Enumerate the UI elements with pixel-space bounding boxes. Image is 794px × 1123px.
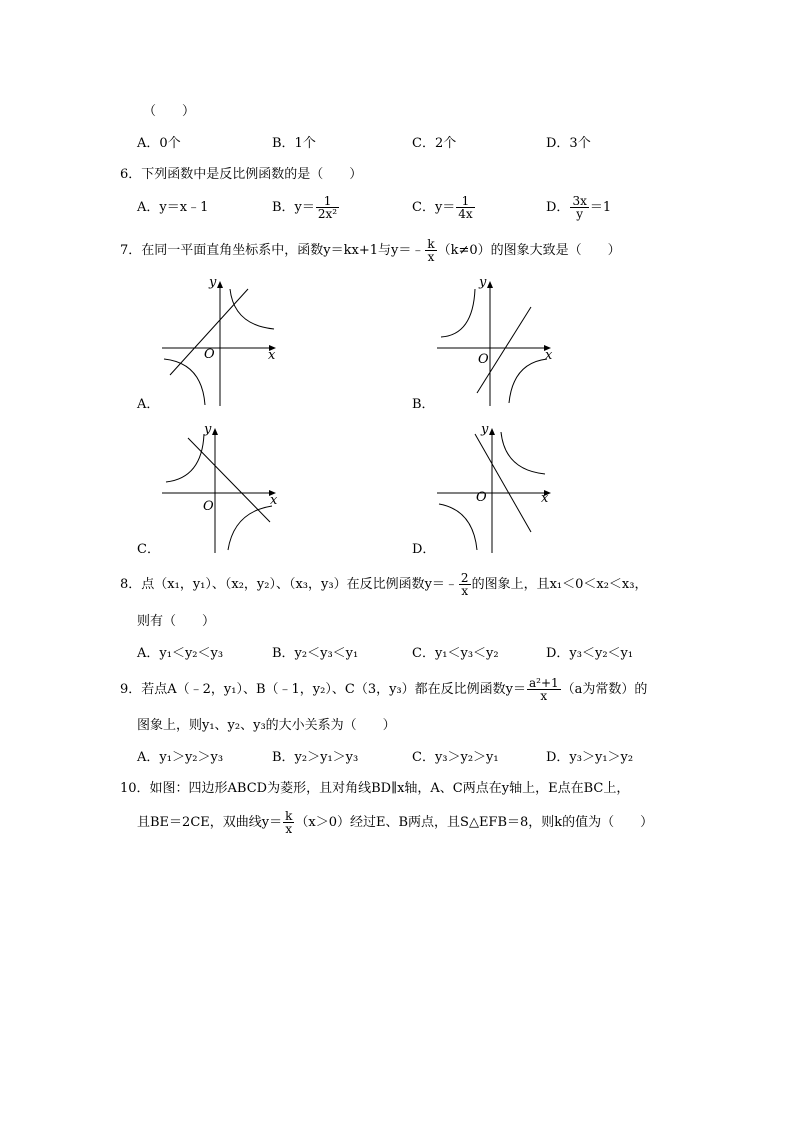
q10-stem: 10．如图：四边形ABCD为菱形，且对角线BD∥x轴，A、C两点在y轴上，E点在BC上， xyxy=(120,781,630,796)
q9-stem-cont: 图象上，则y₁、y₂、y₃的大小关系为（ ） xyxy=(137,718,396,733)
q9-stem: 9．若点A（﹣2，y₁）、B（﹣1，y₂）、C（3，y₃）都在反比例函数y＝ $\frac{\text{a²+1}}{x}$ （a为常数）的 xyxy=(120,676,648,703)
q5-paren: （ ） xyxy=(143,104,196,119)
axis-x-label: x xyxy=(268,348,276,363)
q9-option-c: C．y₃＞y₂＞y₁ xyxy=(412,750,499,765)
q8-stem: 8．点（x₁，y₁）、（x₂，y₂）、（x₃，y₃）在反比例函数y＝﹣ $\frac{2}{x}$ 的图象上，且x₁＜0＜x₂＜x₃， xyxy=(120,571,648,598)
q9-option-d: D．y₃＞y₁＞y₂ xyxy=(546,750,634,765)
q6-option-a: A．y＝x﹣1 xyxy=(137,200,209,215)
q7-stem: 7．在同一平面直角坐标系中，函数y＝kx+1与y＝﹣ $\frac{k}{x}$ （k≠0）的图象大致是（ ） xyxy=(120,237,621,264)
q10-stem-cont: 且BE＝2CE，双曲线y＝ $\frac{k}{x}$ （x＞0）经过E、B两点，且S△EFB＝8，则k的值为（ ） xyxy=(137,809,654,836)
graph-a-label: A． xyxy=(137,397,160,412)
q8-option-a: A．y₁＜y₂＜y₃ xyxy=(137,646,224,661)
q6-option-d: D． $\frac{3x}{y}$ ＝1 xyxy=(546,194,612,221)
origin-label: O xyxy=(476,490,487,505)
q8-option-d: D．y₃＜y₂＜y₁ xyxy=(546,646,634,661)
q8-option-b: B．y₂＜y₃＜y₁ xyxy=(272,646,359,661)
q5-option-b: B．1个 xyxy=(272,136,316,151)
q5-option-a: A．0个 xyxy=(137,136,181,151)
q6-option-b: B．y＝ $\frac{1}{\text{2x²}}$ xyxy=(272,194,338,221)
graph-d xyxy=(433,420,558,555)
axis-y-label: y xyxy=(204,422,212,437)
q8-option-c: C．y₁＜y₃＜y₂ xyxy=(412,646,499,661)
q5-option-c: C．2个 xyxy=(412,136,457,151)
origin-label: O xyxy=(204,347,215,362)
origin-label: O xyxy=(203,499,214,514)
q5-option-d: D．3个 xyxy=(546,136,591,151)
graph-a xyxy=(158,275,283,410)
origin-label: O xyxy=(478,352,489,367)
axis-x-label: x xyxy=(541,491,549,506)
graph-d-label: D． xyxy=(412,542,436,557)
axis-x-label: x xyxy=(545,348,553,363)
q8-stem-cont: 则有（ ） xyxy=(137,614,216,629)
axis-x-label: x xyxy=(270,493,278,508)
graph-b xyxy=(433,275,558,410)
axis-y-label: y xyxy=(209,275,217,290)
q9-option-a: A．y₁＞y₂＞y₃ xyxy=(137,750,224,765)
graph-c xyxy=(158,420,283,555)
graph-b-label: B． xyxy=(412,397,435,412)
graph-c-label: C． xyxy=(137,542,160,557)
q9-option-b: B．y₂＞y₁＞y₃ xyxy=(272,750,359,765)
axis-y-label: y xyxy=(481,422,489,437)
q6-option-c: C．y＝ $\frac{1}{4x}$ xyxy=(412,194,473,221)
axis-y-label: y xyxy=(479,275,487,290)
q6-stem: 6．下列函数中是反比例函数的是（ ） xyxy=(120,167,363,182)
